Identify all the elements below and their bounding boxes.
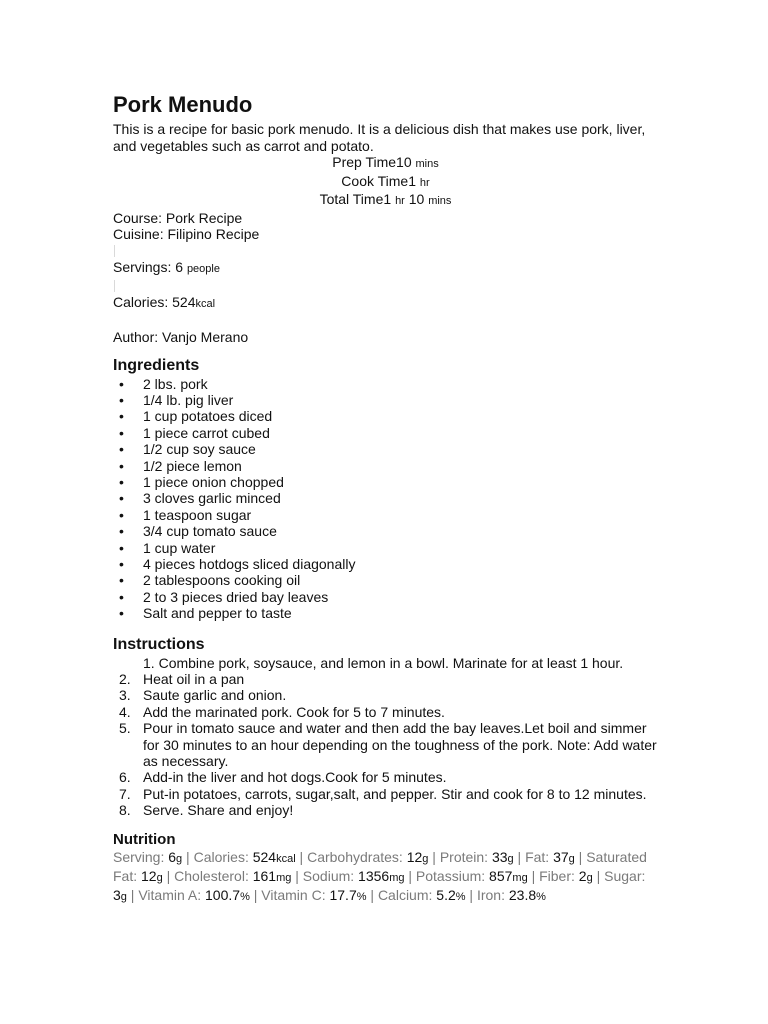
step-text: Heat oil in a pan bbox=[143, 671, 245, 687]
nutrition-unit: g bbox=[176, 852, 183, 865]
bullet-icon: • bbox=[119, 539, 124, 556]
step-text: Pour in tomato sauce and water and then add the bay leaves.Let boil and simmer for 30 minutes to an hour depending on the toughness of the pork. Note: Add water as necessary. bbox=[143, 720, 657, 770]
nutrition-unit: g bbox=[586, 871, 593, 884]
nutrition-unit: % bbox=[356, 890, 367, 903]
nutrition-separator: | bbox=[295, 848, 308, 865]
nutrition-unit: g bbox=[156, 871, 163, 884]
ingredient-text: 1/2 cup soy sauce bbox=[143, 441, 256, 458]
bullet-icon: • bbox=[119, 457, 124, 474]
bullet-icon: • bbox=[119, 424, 124, 441]
nutrition-separator: | bbox=[291, 867, 303, 884]
ingredient-item bbox=[113, 523, 658, 539]
servings-label: Servings: bbox=[113, 259, 176, 275]
nutrition-label: Cholesterol: bbox=[174, 867, 253, 884]
nutrition-unit: % bbox=[536, 890, 546, 903]
cook-time-unit: hr bbox=[419, 176, 430, 189]
bullet-icon: • bbox=[119, 391, 124, 408]
nutrition-separator: | bbox=[366, 886, 378, 903]
step-text: Combine pork, soysauce, and lemon in a bowl. Marinate for at least 1 hour. bbox=[158, 654, 624, 671]
recipe-course: Course: Pork Recipe bbox=[113, 209, 243, 226]
total-time-label: Total Time bbox=[319, 191, 384, 207]
ingredient-item bbox=[113, 392, 658, 408]
calories-label: Calories: bbox=[113, 294, 173, 310]
ingredient-item bbox=[113, 556, 658, 572]
calories-unit: kcal bbox=[195, 298, 216, 310]
bullet-icon: • bbox=[119, 375, 124, 392]
nutrition-value: 33 bbox=[491, 848, 508, 865]
nutrition-value: 2 bbox=[578, 867, 587, 884]
prep-time bbox=[113, 154, 658, 173]
nutrition-label: Vitamin C: bbox=[261, 886, 330, 903]
nutrition-item bbox=[539, 868, 593, 884]
nutrition-item bbox=[525, 849, 575, 865]
prep-time-unit: mins bbox=[415, 158, 439, 170]
bullet-icon: • bbox=[119, 523, 124, 540]
nutrition-value: 5.2 bbox=[436, 886, 456, 903]
ingredient-text: 1/2 piece lemon bbox=[143, 457, 242, 474]
nutrition-unit: g bbox=[507, 852, 514, 865]
nutrition-label: Potassium: bbox=[415, 867, 490, 884]
step-text: Put-in potatoes, carrots, sugar,salt, and pepper. Stir and cook for 8 to 12 minutes. bbox=[143, 785, 647, 802]
nutrition-value: 100.7 bbox=[205, 886, 241, 903]
ingredient-text: 2 lbs. pork bbox=[143, 375, 208, 392]
nutrition-label: Fiber: bbox=[539, 867, 579, 884]
nutrition-label: Carbohydrates: bbox=[307, 848, 407, 865]
cook-time-value: 1 bbox=[408, 172, 417, 189]
instruction-step bbox=[113, 671, 658, 687]
instructions-heading: Instructions bbox=[113, 635, 205, 653]
nutrition-unit: % bbox=[240, 890, 250, 903]
step-number: 8. bbox=[119, 802, 131, 819]
nutrition-value: 12 bbox=[406, 848, 423, 865]
divider bbox=[114, 245, 115, 257]
step-text: Saute garlic and onion. bbox=[143, 687, 287, 704]
nutrition-value: 37 bbox=[553, 848, 569, 865]
nutrition-separator: | bbox=[527, 867, 540, 884]
cook-time-label: Cook Time bbox=[341, 172, 409, 189]
ingredient-text: 4 pieces hotdogs sliced diagonally bbox=[143, 555, 356, 572]
total-time-minutes: 10 bbox=[408, 191, 425, 207]
servings-unit: people bbox=[186, 263, 220, 275]
nutrition-separator: | bbox=[428, 848, 440, 865]
nutrition-separator: | bbox=[465, 886, 477, 903]
nutrition-label: Calories: bbox=[193, 848, 253, 865]
prep-time-value: 10 bbox=[396, 154, 412, 170]
nutrition-label: Iron: bbox=[476, 886, 509, 903]
nutrition-item bbox=[440, 849, 514, 865]
nutrition-item bbox=[477, 887, 546, 903]
ingredient-text: 1 cup potatoes diced bbox=[143, 408, 273, 425]
recipe-cuisine: Cuisine: Filipino Recipe bbox=[113, 226, 260, 242]
nutrition-unit: kcal bbox=[276, 852, 296, 865]
nutrition-unit: g bbox=[422, 852, 429, 865]
nutrition-label: Fat: bbox=[525, 848, 554, 865]
step-number: 4. bbox=[119, 703, 131, 720]
spacer bbox=[113, 243, 658, 260]
nutrition-item bbox=[138, 887, 250, 903]
nutrition-label: Serving: bbox=[113, 848, 169, 865]
total-time-hours: 1 bbox=[383, 191, 392, 207]
nutrition-value: 6 bbox=[168, 848, 177, 865]
nutrition-item bbox=[113, 849, 182, 865]
nutrition-label: Sugar: bbox=[604, 867, 646, 884]
nutrition-separator: | bbox=[182, 848, 194, 865]
calories-value: 524 bbox=[172, 294, 196, 310]
ingredient-text: 2 tablespoons cooking oil bbox=[143, 572, 301, 589]
ingredients-heading: Ingredients bbox=[113, 356, 200, 374]
nutrition-separator: | bbox=[404, 867, 416, 884]
step-number: 1. bbox=[143, 654, 155, 671]
bullet-icon: • bbox=[119, 490, 124, 507]
prep-time-label: Prep Time bbox=[332, 154, 397, 170]
step-number: 2. bbox=[119, 671, 131, 687]
nutrition-value: 161 bbox=[252, 867, 277, 884]
instruction-step bbox=[113, 802, 658, 818]
step-text: Add-in the liver and hot dogs.Cook for 5 minutes. bbox=[143, 769, 447, 786]
spacer bbox=[113, 313, 658, 330]
total-time bbox=[113, 191, 658, 210]
nutrition-unit: g bbox=[568, 852, 575, 865]
ingredient-item bbox=[113, 589, 658, 605]
bullet-icon: • bbox=[119, 572, 124, 589]
bullet-icon: • bbox=[119, 408, 124, 425]
instruction-step bbox=[113, 655, 658, 671]
total-time-minutes-unit: mins bbox=[428, 195, 452, 207]
ingredient-text: 1 teaspoon sugar bbox=[143, 506, 252, 523]
nutrition-label: Protein: bbox=[439, 848, 492, 865]
ingredient-item bbox=[113, 605, 658, 621]
recipe-author: Author: Vanjo Merano bbox=[113, 329, 249, 345]
instruction-step bbox=[113, 687, 658, 703]
servings-value: 6 bbox=[175, 259, 184, 275]
step-number: 6. bbox=[119, 769, 131, 786]
ingredient-item bbox=[113, 376, 658, 392]
ingredient-text: 2 to 3 pieces dried bay leaves bbox=[143, 588, 329, 605]
instructions-list bbox=[113, 655, 658, 819]
nutrition-separator: | bbox=[162, 867, 175, 884]
nutrition-item bbox=[303, 868, 405, 884]
nutrition-value: 1356 bbox=[358, 867, 390, 884]
bullet-icon: • bbox=[119, 588, 124, 605]
nutrition-unit: mg bbox=[276, 871, 292, 884]
bullet-icon: • bbox=[119, 506, 124, 523]
instruction-step bbox=[113, 786, 658, 802]
nutrition-separator: | bbox=[126, 886, 139, 903]
nutrition-label: Calcium: bbox=[377, 886, 437, 903]
nutrition-item bbox=[416, 868, 528, 884]
ingredient-item bbox=[113, 474, 658, 490]
nutrition-item bbox=[194, 849, 296, 865]
step-number: 5. bbox=[119, 720, 131, 737]
step-text: Serve. Share and enjoy! bbox=[143, 802, 294, 819]
nutrition-separator: | bbox=[513, 848, 526, 865]
step-number: 7. bbox=[119, 785, 131, 802]
ingredient-item bbox=[113, 408, 658, 424]
recipe-calories bbox=[113, 294, 658, 313]
nutrition-separator: | bbox=[249, 886, 262, 903]
nutrition-facts bbox=[113, 849, 658, 906]
instruction-step bbox=[113, 769, 658, 785]
nutrition-unit: % bbox=[455, 890, 466, 903]
nutrition-item bbox=[378, 887, 466, 903]
nutrition-unit: mg bbox=[512, 871, 528, 884]
ingredient-item bbox=[113, 441, 658, 457]
nutrition-label: Saturated Fat: bbox=[113, 848, 647, 884]
bullet-icon: • bbox=[119, 473, 124, 490]
recipe-title: Pork Menudo bbox=[113, 92, 253, 117]
nutrition-item bbox=[307, 849, 428, 865]
recipe-document bbox=[113, 92, 658, 906]
nutrition-unit: mg bbox=[389, 871, 405, 884]
nutrition-value: 23.8 bbox=[508, 886, 537, 903]
bullet-icon: • bbox=[119, 441, 124, 458]
step-number: 3. bbox=[119, 687, 131, 704]
nutrition-separator: | bbox=[592, 867, 605, 884]
nutrition-value: 3 bbox=[113, 886, 121, 903]
ingredient-text: Salt and pepper to taste bbox=[143, 605, 292, 622]
nutrition-value: 524 bbox=[252, 848, 277, 865]
nutrition-value: 17.7 bbox=[329, 886, 357, 903]
total-time-hours-unit: hr bbox=[395, 195, 405, 207]
ingredient-text: 1 cup water bbox=[143, 539, 216, 556]
ingredient-item bbox=[113, 507, 658, 523]
ingredients-list bbox=[113, 376, 658, 622]
bullet-icon: • bbox=[119, 555, 124, 572]
ingredient-item bbox=[113, 458, 658, 474]
ingredient-item bbox=[113, 540, 658, 556]
instruction-step bbox=[113, 720, 658, 769]
divider bbox=[114, 280, 115, 292]
instruction-step bbox=[113, 704, 658, 720]
ingredient-item bbox=[113, 490, 658, 506]
nutrition-separator: | bbox=[574, 848, 587, 865]
nutrition-value: 857 bbox=[489, 867, 513, 884]
nutrition-label: Sodium: bbox=[302, 867, 359, 884]
ingredient-text: 3 cloves garlic minced bbox=[143, 490, 281, 507]
ingredient-text: 1 piece carrot cubed bbox=[143, 424, 270, 441]
recipe-description: This is a recipe for basic pork menudo. It is a delicious dish that makes use pork, liver, and vegetables such as carrot and potato. bbox=[113, 121, 646, 154]
nutrition-label: Vitamin A: bbox=[138, 886, 206, 903]
recipe-servings bbox=[113, 259, 658, 278]
ingredient-text: 3/4 cup tomato sauce bbox=[143, 523, 277, 540]
bullet-icon: • bbox=[119, 605, 124, 622]
nutrition-item bbox=[261, 887, 366, 903]
ingredient-item bbox=[113, 572, 658, 588]
nutrition-unit: g bbox=[120, 890, 127, 903]
spacer bbox=[113, 278, 658, 295]
nutrition-item bbox=[174, 868, 291, 884]
nutrition-heading: Nutrition bbox=[113, 830, 176, 848]
ingredient-item bbox=[113, 425, 658, 441]
nutrition-value: 12 bbox=[141, 867, 157, 884]
ingredient-text: 1/4 lb. pig liver bbox=[143, 391, 234, 408]
ingredient-text: 1 piece onion chopped bbox=[143, 473, 284, 490]
step-text: Add the marinated pork. Cook for 5 to 7 minutes. bbox=[143, 703, 445, 720]
cook-time bbox=[113, 173, 658, 192]
